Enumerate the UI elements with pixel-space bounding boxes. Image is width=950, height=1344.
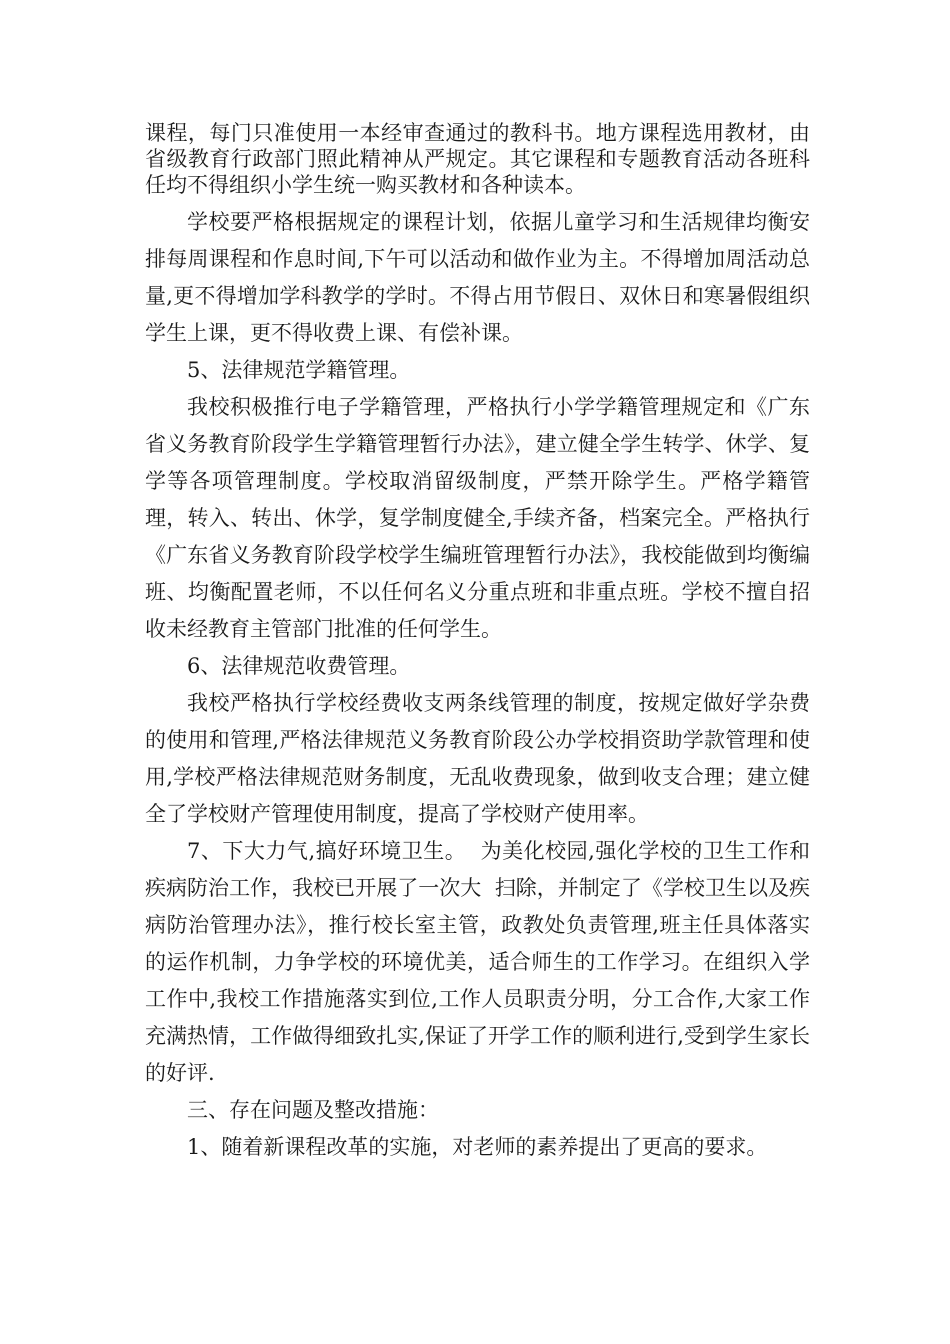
paragraph-student-records: 我校积极推行电子学籍管理，严格执行小学学籍管理规定和《广东省义务教育阶段学生学籍管理暂行办法》，建立健全学生转学、休学、复学等各项管理制度。学校取消留级制度，严禁开除学生。严格学籍管理，转入、转出、休学，复学制度健全,手续齐备，档案完全。严格执行《广东省义务教育阶段学校学生编班管理暂行办法》，我校能做到均衡编班、均衡配置老师，不以任何名义分重点班和非重点班。学校不擅自招收未经教育主管部门批准的任何学生。 — [145, 395, 810, 641]
paragraph-fee-management: 我校严格执行学校经费收支两条线管理的制度，按规定做好学杂费的使用和管理,严格法律规范义务教育阶段公办学校捐资助学款管理和使用,学校严格法律规范财务制度，无乱收费现象，做到收支合理；建立健全了学校财产管理使用制度，提高了学校财产使用率。 — [145, 691, 810, 826]
paragraph-course-schedule: 学校要严格根据规定的课程计划，依据儿童学习和生活规律均衡安排每周课程和作息时间,下午可以活动和做作业为主。不得增加周活动总量,更不得增加学科教学的学时。不得占用节假日、双休日和寒暑假组织学生上课，更不得收费上课、有偿补课。 — [145, 210, 810, 345]
heading-fee-management: 6、法律规范收费管理。 — [187, 654, 411, 678]
heading-problems-measures: 三、存在问题及整改措施： — [187, 1098, 439, 1122]
paragraph-new-curriculum: 1、随着新课程改革的实施，对老师的素养提出了更高的要求。 — [187, 1135, 768, 1159]
heading-student-records: 5、法律规范学籍管理。 — [187, 358, 411, 382]
paragraph-hygiene: 7、下大力气,搞好环境卫生。 为美化校园,强化学校的卫生工作和疾病防治工作，我校已开展了一次大 扫除，并制定了《学校卫生以及疾病防治管理办法》，推行校长室主管，政教处负责管理,班主任具体落实的运作机制，力争学校的环境优美，适合师生的工作学习。在组织入学工作中,我校工作措施落实到位,工作人员职责分明，分工合作,大家工作充满热情，工作做得细致扎实,保证了开学工作的顺利进行,受到学生家长的好评. — [145, 839, 810, 1085]
document-body — [145, 120, 810, 1166]
paragraph-curriculum-textbooks: 课程，每门只准使用一本经审查通过的教科书。地方课程选用教材，由省级教育行政部门照此精神从严规定。其它课程和专题教育活动各班科任均不得组织小学生统一购买教材和各种读本。 — [145, 121, 810, 197]
